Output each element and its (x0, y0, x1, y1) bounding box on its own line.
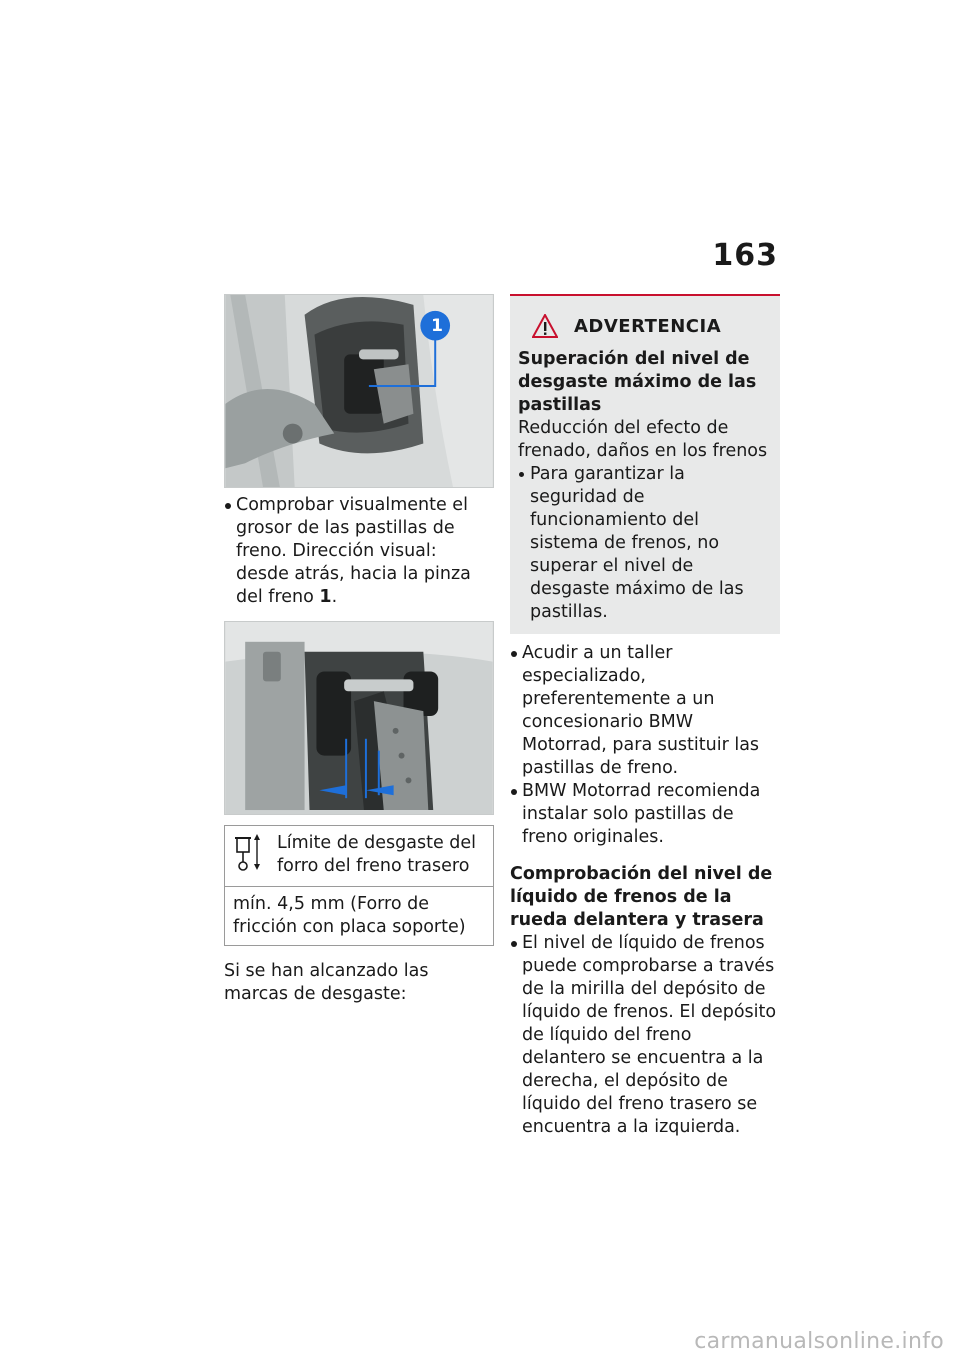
sentence-end: . (331, 587, 338, 607)
brake-caliper-illustration (225, 295, 493, 487)
wear-limit-spec (224, 825, 494, 946)
list-item: Acudir a un taller especializado, preferentemente a un concesionario BMW Motorrad, para sustituir las pastillas de freno. (510, 642, 780, 780)
list-item (224, 494, 494, 609)
warning-title-row (518, 314, 772, 338)
warning-heading: Superación del nivel de desgaste máximo de las pastillas (518, 349, 757, 415)
spec-title: Límite de desgaste del forro del freno trasero (277, 833, 477, 876)
visual-check-list (224, 494, 494, 609)
wear-marks-text: Si se han alcanzado las marcas de desgaste: (224, 961, 429, 1004)
list-item: BMW Motorrad recomienda instalar solo pastillas de freno originales. (510, 780, 780, 849)
callout-number-1: 1 (431, 316, 443, 336)
warning-box (510, 294, 780, 634)
watermark: carmanualsonline.info (694, 1329, 944, 1354)
fluid-check-list (510, 932, 780, 1139)
list-item: El nivel de líquido de frenos puede comprobarse a través de la mirilla del depósito de líquido de frenos. El depósito de líquido del freno delantero se encuentra a la derecha, el depósito de líquido del freno trasero se encuentra a la izquierda. (510, 932, 780, 1139)
warning-list (518, 463, 772, 624)
page-number: 163 (712, 238, 778, 273)
right-column (510, 294, 780, 1139)
visual-check-text: Comprobar visualmente el grosor de las pastillas de freno. Dirección visual: desde atrás, hacia la pinza del freno (236, 495, 471, 607)
brake-pad-gauge-icon (233, 832, 263, 876)
left-column (224, 294, 494, 1006)
warning-title: ADVERTENCIA (574, 315, 722, 337)
workshop-list (510, 642, 780, 849)
brake-pad-wear-photo (224, 621, 494, 815)
section-heading: Comprobación del nivel de líquido de frenos de la rueda delantera y trasera (510, 864, 773, 930)
warning-triangle-icon (532, 314, 558, 338)
spec-value: mín. 4,5 mm (Forro de fricción con placa soporte) (233, 894, 466, 937)
list-item: Para garantizar la seguridad de funcionamiento del sistema de frenos, no superar el nivel de desgaste máximo de las pastillas. (518, 463, 772, 624)
brake-caliper-photo (224, 294, 494, 488)
spec-header (225, 826, 493, 887)
brake-pad-illustration (225, 622, 493, 814)
caliper-reference: 1 (319, 587, 332, 607)
warning-consequence: Reducción del efecto de frenado, daños en los frenos (518, 418, 768, 461)
